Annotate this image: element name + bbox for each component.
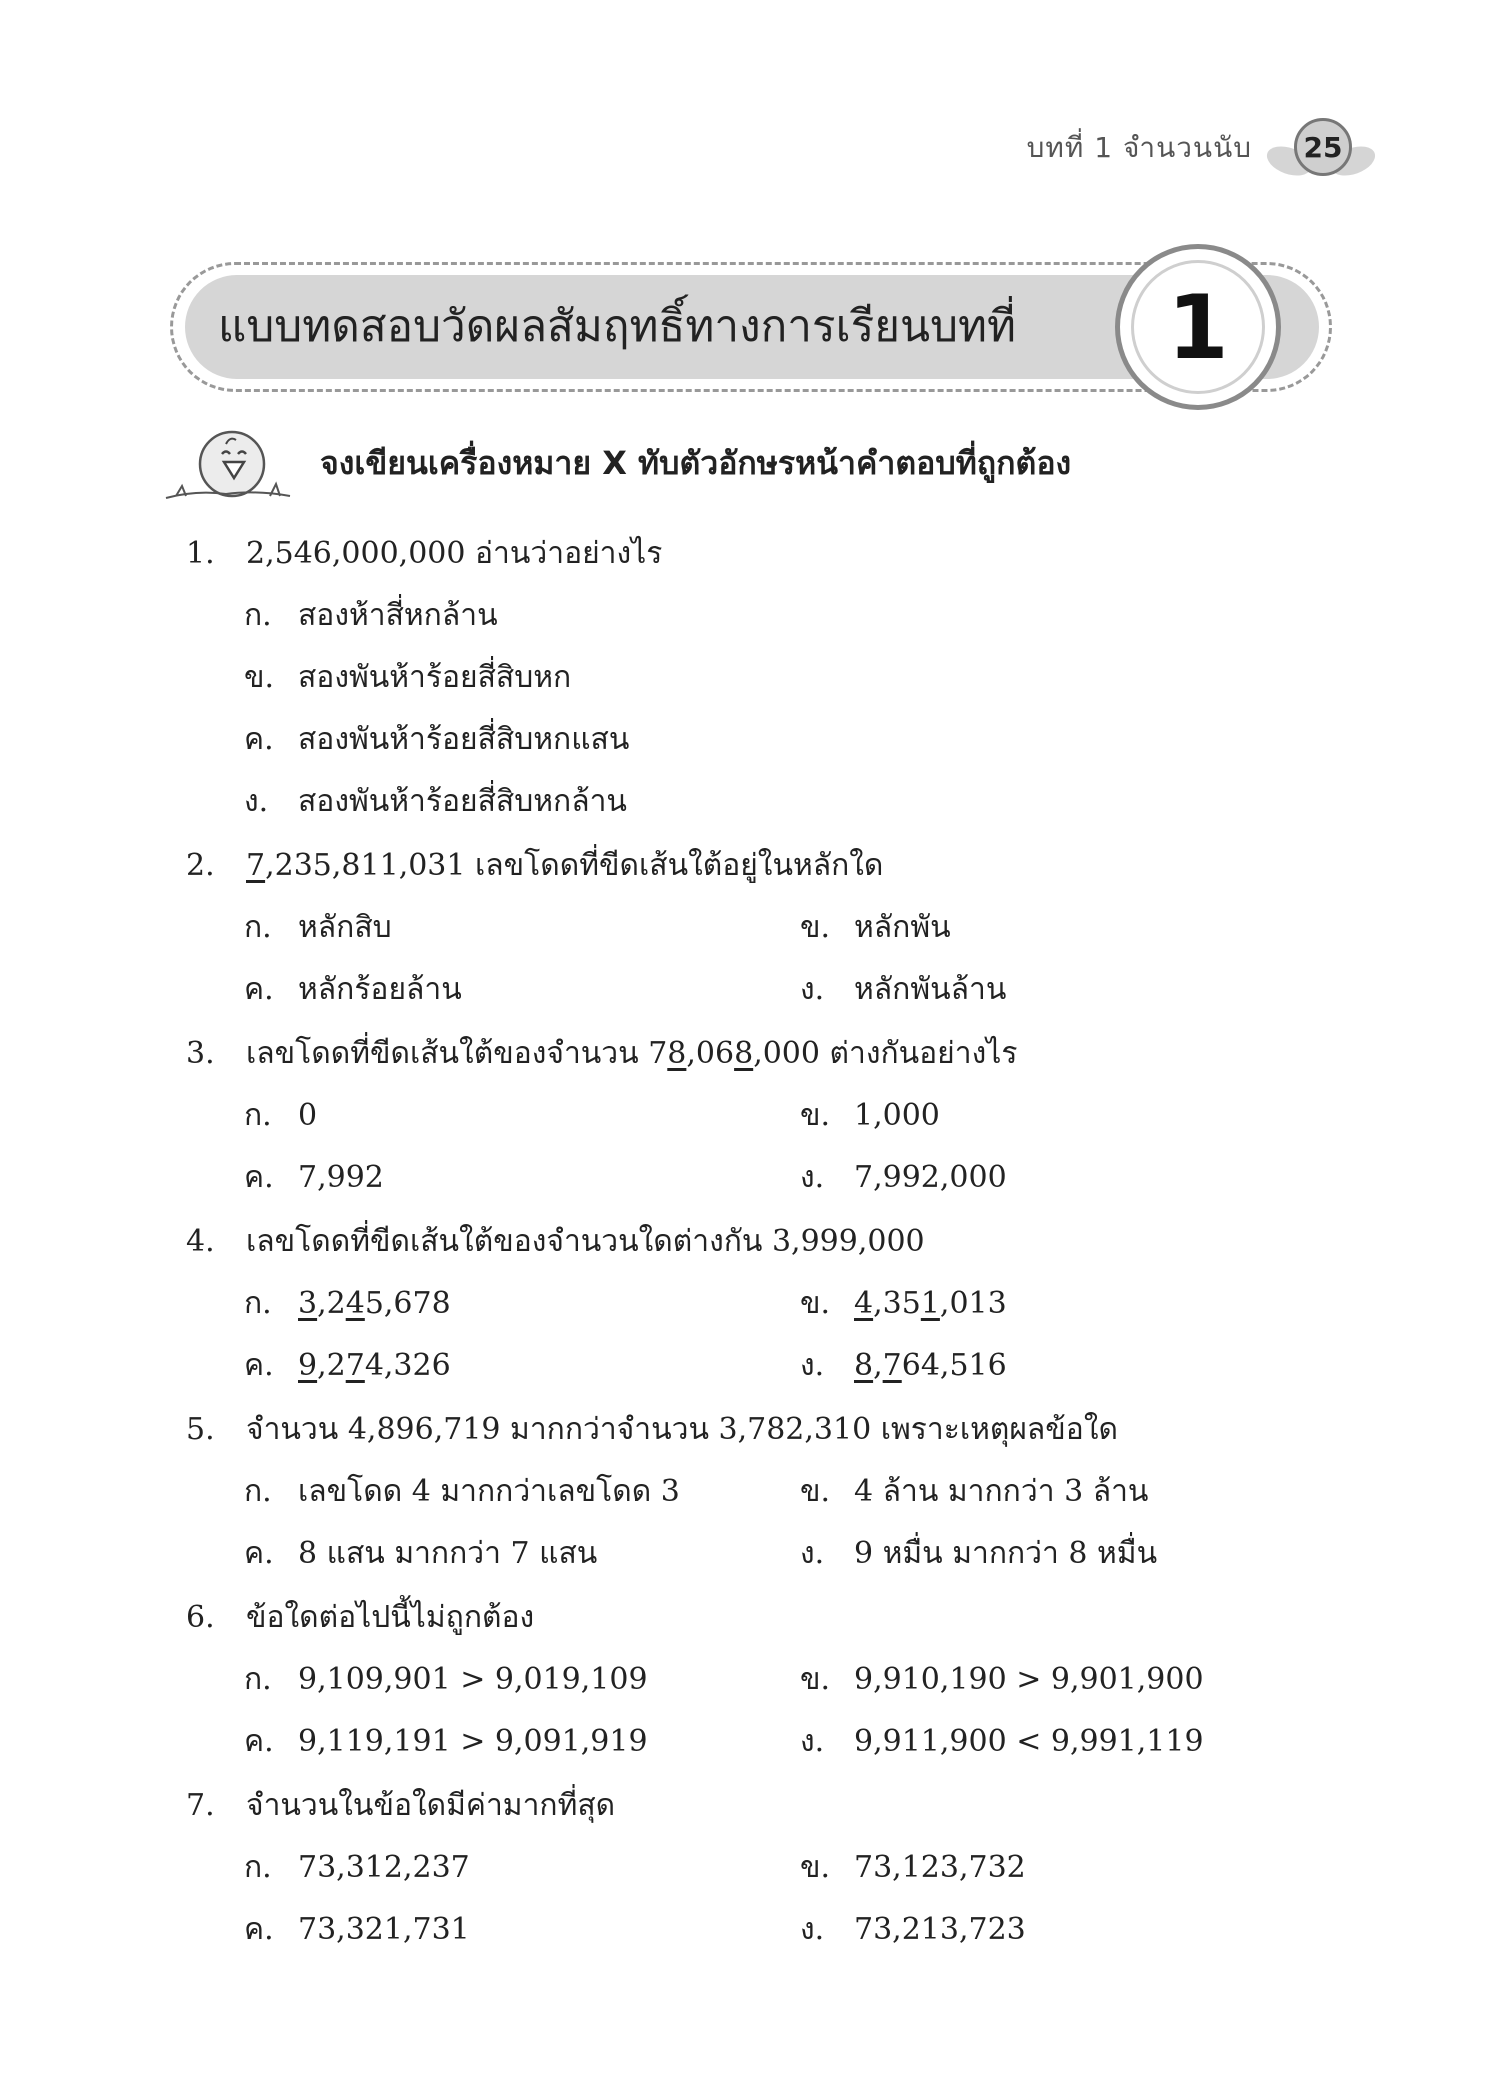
question-text: ข้อใดต่อไปนี้ไม่ถูกต้อง	[246, 1600, 535, 1635]
option-text: ,013	[939, 1286, 1007, 1321]
option-text: 4 ล้าน มากกว่า 3 ล้าน	[854, 1474, 1149, 1509]
underlined-digit: 3	[298, 1286, 318, 1321]
question-text: เลขโดดที่ขีดเส้นใต้ของจำนวนใดต่างกัน 3,999,000	[246, 1224, 925, 1259]
option-key: ง.	[800, 972, 825, 1007]
question-5	[186, 1406, 1118, 1453]
page-number-badge	[1266, 118, 1376, 178]
option-7a	[244, 1844, 470, 1891]
question-number: 5.	[186, 1412, 215, 1447]
question-text: จำนวน 4,896,719 มากกว่าจำนวน 3,782,310 เพราะเหตุผลข้อใด	[246, 1412, 1118, 1447]
option-3b	[800, 1092, 940, 1139]
question-text: ,06	[686, 1036, 735, 1071]
option-6d	[800, 1718, 1204, 1765]
option-text: 0	[298, 1098, 318, 1133]
option-1b	[244, 654, 571, 701]
page-number: 25	[1294, 118, 1352, 176]
option-text: ,2	[317, 1348, 346, 1383]
option-text: 73,213,723	[854, 1912, 1026, 1947]
option-key: ง.	[800, 1724, 825, 1759]
question-7	[186, 1782, 615, 1829]
question-number: 1.	[186, 536, 215, 571]
option-text: หลักพันล้าน	[854, 972, 1007, 1007]
underlined-digit: 8	[734, 1036, 754, 1071]
chapter-number-ring	[1115, 244, 1281, 410]
option-text: สองห้าสี่หกล้าน	[298, 598, 498, 633]
option-2a	[244, 904, 392, 951]
option-key: ก.	[244, 1286, 272, 1321]
question-4	[186, 1218, 925, 1265]
option-2c	[244, 966, 462, 1013]
option-key: ข.	[800, 910, 831, 945]
option-key: ง.	[800, 1536, 825, 1571]
question-text: ,000 ต่างกันอย่างไร	[753, 1036, 1018, 1071]
option-key: ค.	[244, 1536, 274, 1571]
option-key: ข.	[800, 1286, 831, 1321]
option-text: ,2	[317, 1286, 346, 1321]
option-text: สองพันห้าร้อยสี่สิบหกล้าน	[298, 784, 627, 819]
question-1	[186, 530, 662, 577]
option-6c	[244, 1718, 648, 1765]
option-5b	[800, 1468, 1148, 1515]
question-6	[186, 1594, 534, 1641]
option-4b	[800, 1280, 1007, 1327]
option-key: ง.	[800, 1160, 825, 1195]
option-text: 8 แสน มากกว่า 7 แสน	[298, 1536, 598, 1571]
option-text: 73,321,731	[298, 1912, 470, 1947]
option-key: ข.	[244, 660, 275, 695]
option-7d	[800, 1906, 1026, 1953]
option-5c	[244, 1530, 597, 1577]
instruction-text: จงเขียนเครื่องหมาย X ทับตัวอักษรหน้าคำตอบที่ถูกต้อง	[320, 444, 1072, 482]
page-header	[1027, 118, 1376, 178]
option-4c	[244, 1342, 451, 1389]
option-key: ก.	[244, 910, 272, 945]
option-text: หลักสิบ	[298, 910, 392, 945]
option-3c	[244, 1154, 384, 1201]
question-number: 4.	[186, 1224, 215, 1259]
option-text: เลขโดด 4 มากกว่าเลขโดด 3	[298, 1474, 680, 1509]
underlined-digit: 9	[298, 1348, 318, 1383]
option-text: 9,119,191 > 9,091,919	[298, 1724, 648, 1759]
underlined-digit: 7	[882, 1348, 902, 1383]
question-text: เลขโดดที่ขีดเส้นใต้ของจำนวน 7	[246, 1036, 668, 1071]
option-key: ก.	[244, 1474, 272, 1509]
option-text: 1,000	[854, 1098, 940, 1133]
option-4a	[244, 1280, 451, 1327]
question-text: 2,546,000,000 อ่านว่าอย่างไร	[246, 536, 663, 571]
option-key: ก.	[244, 1098, 272, 1133]
option-key: ง.	[800, 1348, 825, 1383]
underlined-digit: 7	[246, 848, 266, 883]
option-text: 9,910,190 > 9,901,900	[854, 1662, 1204, 1697]
option-text: สองพันห้าร้อยสี่สิบหก	[298, 660, 572, 695]
chapter-header-text: บทที่ 1 จำนวนนับ	[1026, 131, 1252, 164]
option-text: สองพันห้าร้อยสี่สิบหกแสน	[298, 722, 630, 757]
option-6b	[800, 1656, 1204, 1703]
option-key: ข.	[800, 1474, 831, 1509]
underlined-digit: 1	[920, 1286, 940, 1321]
option-text: 5,678	[364, 1286, 451, 1321]
option-3a	[244, 1092, 317, 1139]
option-4d	[800, 1342, 1007, 1389]
option-5d	[800, 1530, 1157, 1577]
underlined-digit: 8	[667, 1036, 687, 1071]
option-text: 9,911,900 < 9,991,119	[854, 1724, 1204, 1759]
option-7b	[800, 1844, 1026, 1891]
option-7c	[244, 1906, 470, 1953]
option-key: ค.	[244, 1724, 274, 1759]
option-1a	[244, 592, 498, 639]
question-number: 3.	[186, 1036, 215, 1071]
underlined-digit: 7	[345, 1348, 365, 1383]
option-text: ,	[873, 1348, 883, 1383]
question-number: 6.	[186, 1600, 215, 1635]
option-key: ข.	[800, 1662, 831, 1697]
option-5a	[244, 1468, 680, 1515]
option-text: หลักร้อยล้าน	[298, 972, 462, 1007]
option-2d	[800, 966, 1006, 1013]
option-text: 9 หมื่น มากกว่า 8 หมื่น	[854, 1536, 1158, 1571]
option-key: ก.	[244, 598, 272, 633]
underlined-digit: 4	[345, 1286, 365, 1321]
option-1d	[244, 778, 627, 825]
option-text: 64,516	[901, 1348, 1007, 1383]
option-text: 7,992,000	[854, 1160, 1007, 1195]
option-key: ข.	[800, 1850, 831, 1885]
option-text: 73,123,732	[854, 1850, 1026, 1885]
chapter-number: 1	[1131, 260, 1265, 394]
question-3	[186, 1030, 1017, 1077]
question-number: 7.	[186, 1788, 215, 1823]
question-2	[186, 842, 883, 889]
option-1c	[244, 716, 629, 763]
question-text: ,235,811,031 เลขโดดที่ขีดเส้นใต้อยู่ในหลักใด	[265, 848, 884, 883]
option-key: ค.	[244, 1348, 274, 1383]
option-key: ค.	[244, 1912, 274, 1947]
option-text: 73,312,237	[298, 1850, 470, 1885]
option-text: ,35	[873, 1286, 921, 1321]
option-6a	[244, 1656, 648, 1703]
option-text: หลักพัน	[854, 910, 951, 945]
option-key: ก.	[244, 1662, 272, 1697]
option-key: ง.	[244, 784, 269, 819]
option-key: ค.	[244, 1160, 274, 1195]
question-number: 2.	[186, 848, 215, 883]
option-key: ข.	[800, 1098, 831, 1133]
option-text: 9,109,901 > 9,019,109	[298, 1662, 648, 1697]
option-text: 4,326	[364, 1348, 451, 1383]
underlined-digit: 8	[854, 1348, 874, 1383]
banner-title: แบบทดสอบวัดผลสัมฤทธิ์ทางการเรียนบทที่	[218, 301, 1017, 352]
bird-mascot-icon	[164, 418, 294, 508]
option-key: ง.	[800, 1912, 825, 1947]
option-key: ก.	[244, 1850, 272, 1885]
option-2b	[800, 904, 951, 951]
option-3d	[800, 1154, 1007, 1201]
option-key: ค.	[244, 972, 274, 1007]
option-text: 7,992	[298, 1160, 384, 1195]
underlined-digit: 4	[854, 1286, 874, 1321]
option-key: ค.	[244, 722, 274, 757]
question-text: จำนวนในข้อใดมีค่ามากที่สุด	[246, 1788, 616, 1823]
